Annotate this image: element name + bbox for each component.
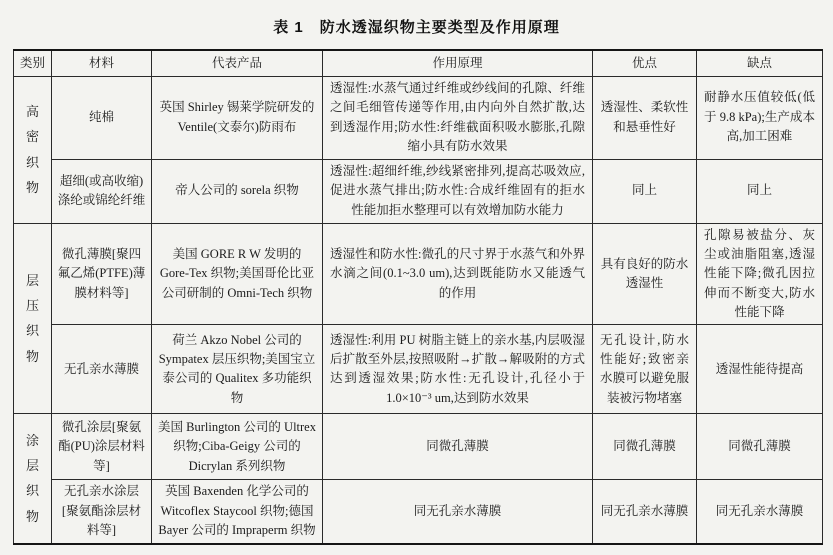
- principle-cell: 透湿性:超细纤维,纱线紧密排列,提高芯吸效应,促进水蒸气排出;防水性:合成纤维固有的拒水性能加拒水整理可以有效增加防水能力: [323, 159, 593, 223]
- col-header-pros: 优点: [593, 50, 697, 76]
- principle-cell: 同微孔薄膜: [323, 414, 593, 480]
- cons-cell: 透湿性能待提高: [697, 325, 823, 414]
- table-row: [14, 76, 823, 159]
- product-cell: 帝人公司的 sorela 织物: [152, 159, 323, 223]
- table-row: [14, 414, 823, 480]
- principle-cell: 透湿性:水蒸气通过纤维或纱线间的孔隙、纤维之间毛细管传递等作用,由内向外自然扩散,达到透湿作用;防水性:纤维截面积吸水膨胀,孔隙缩小具有防水效果: [323, 76, 593, 159]
- cons-cell: 同无孔亲水薄膜: [697, 480, 823, 544]
- material-cell: 无孔亲水薄膜: [52, 325, 152, 414]
- category-cell-laminated-fabric: [14, 223, 52, 414]
- col-header-cons: 缺点: [697, 50, 823, 76]
- cons-cell: 孔隙易被盐分、灰尘或油脂阻塞,透湿性能下降;微孔因拉伸而不断变大,防水性能下降: [697, 223, 823, 325]
- material-cell: 纯棉: [52, 76, 152, 159]
- pros-cell: 无孔设计,防水性能好;致密亲水膜可以避免服装被污物堵塞: [593, 325, 697, 414]
- pros-cell: 具有良好的防水透湿性: [593, 223, 697, 325]
- pros-cell: 同上: [593, 159, 697, 223]
- table-row: [14, 223, 823, 325]
- col-header-principle: 作用原理: [323, 50, 593, 76]
- category-label: 高密织物: [25, 103, 39, 195]
- header-row: [14, 50, 823, 76]
- table-row: [14, 325, 823, 414]
- principle-cell: 同无孔亲水薄膜: [323, 480, 593, 544]
- col-header-category: 类别: [14, 50, 52, 76]
- category-cell-dense-fabric: [14, 76, 52, 223]
- material-cell: 无孔亲水涂层[聚氨酯涂层材料等]: [52, 480, 152, 544]
- category-label: 涂层织物: [25, 432, 39, 524]
- cons-cell: 同上: [697, 159, 823, 223]
- waterproof-fabric-table: [13, 49, 823, 545]
- category-label: 层压织物: [25, 272, 39, 364]
- material-cell: 超细(或高收缩)涤纶或锦纶纤维: [52, 159, 152, 223]
- product-cell: 美国 GORE R W 发明的 Gore-Tex 织物;美国哥伦比亚公司研制的 Omni-Tech 织物: [152, 223, 323, 325]
- product-cell: 英国 Baxenden 化学公司的 Witcoflex Staycool 织物;德国 Bayer 公司的 Impraperm 织物: [152, 480, 323, 544]
- pros-cell: 透湿性、柔软性和悬垂性好: [593, 76, 697, 159]
- pros-cell: 同无孔亲水薄膜: [593, 480, 697, 544]
- product-cell: 荷兰 Akzo Nobel 公司的 Sympatex 层压织物;美国宝立泰公司的 Qualitex 多功能织物: [152, 325, 323, 414]
- col-header-product: 代表产品: [152, 50, 323, 76]
- material-cell: 微孔涂层[聚氨酯(PU)涂层材料等]: [52, 414, 152, 480]
- table-row: [14, 480, 823, 544]
- table-row: [14, 159, 823, 223]
- principle-cell: 透湿性:利用 PU 树脂主链上的亲水基,内层吸湿后扩散至外层,按照吸附→扩散→解吸附的方式达到透湿效果;防水性:无孔设计,孔径小于 1.0×10⁻³ um,达到防水效果: [323, 325, 593, 414]
- material-cell: 微孔薄膜[聚四氟乙烯(PTFE)薄膜材料等]: [52, 223, 152, 325]
- cons-cell: 耐静水压值较低(低于 9.8 kPa);生产成本高,加工困难: [697, 76, 823, 159]
- category-cell-coated-fabric: [14, 414, 52, 544]
- product-cell: 美国 Burlington 公司的 Ultrex 织物;Ciba-Geigy 公司的 Dicrylan 系列织物: [152, 414, 323, 480]
- table-caption: 表 1 防水透湿织物主要类型及作用原理: [273, 19, 560, 36]
- product-cell: 英国 Shirley 锡莱学院研发的 Ventile(文泰尔)防雨布: [152, 76, 323, 159]
- col-header-material: 材料: [52, 50, 152, 76]
- cons-cell: 同微孔薄膜: [697, 414, 823, 480]
- principle-cell: 透湿性和防水性:微孔的尺寸界于水蒸气和外界水滴之间(0.1~3.0 um),达到既能防水又能透气的作用: [323, 223, 593, 325]
- pros-cell: 同微孔薄膜: [593, 414, 697, 480]
